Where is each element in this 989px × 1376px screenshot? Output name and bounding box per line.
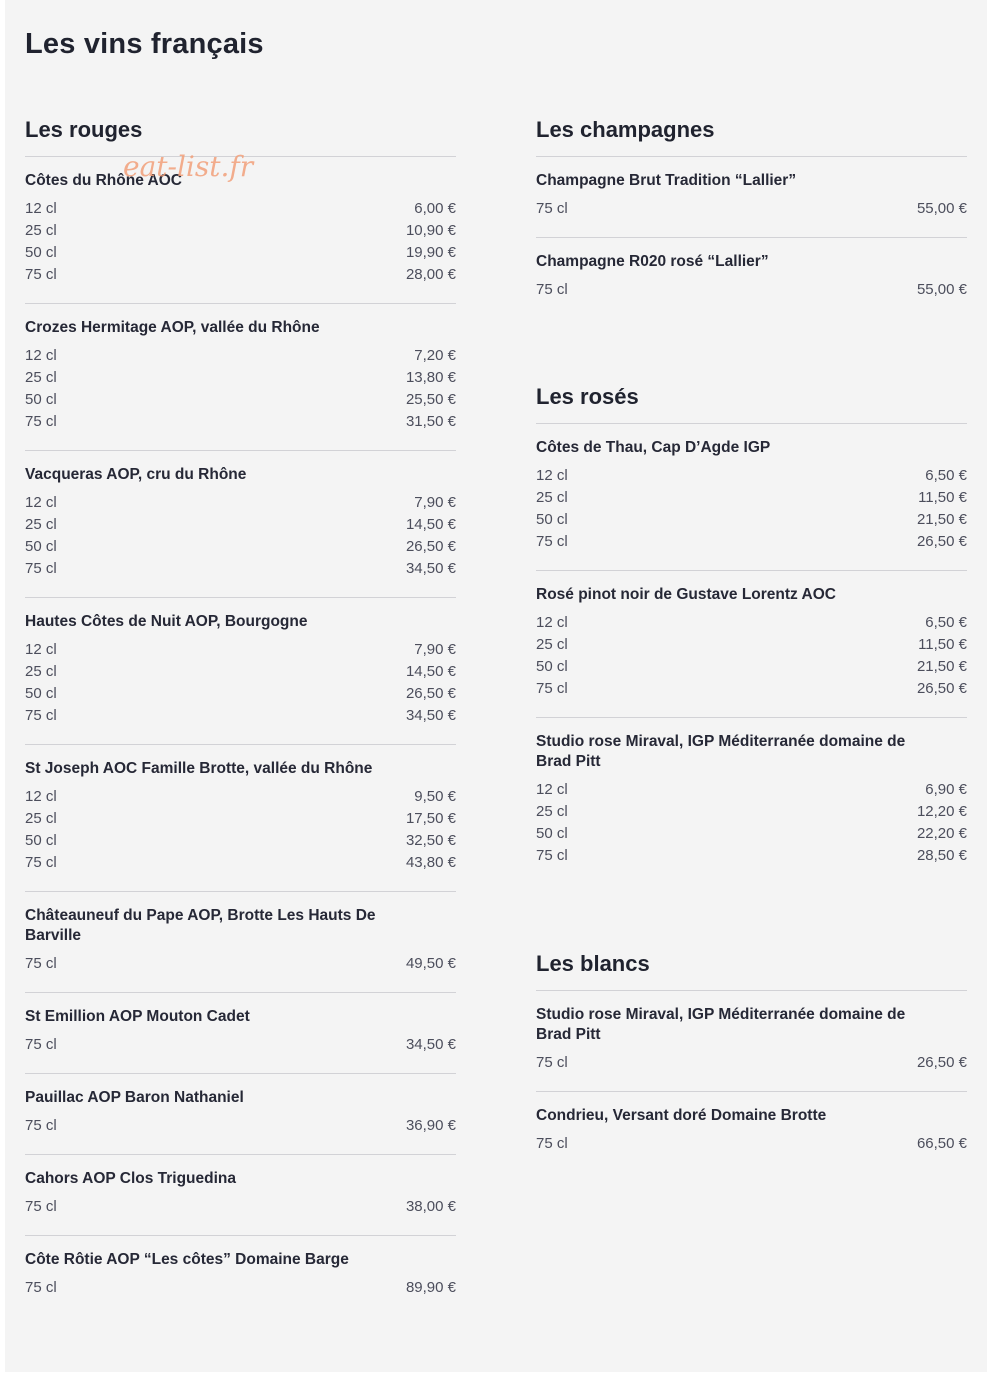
serving-size: 25 cl: [25, 516, 57, 533]
price-row: [25, 683, 456, 705]
serving-size: 25 cl: [25, 369, 57, 386]
price-list: [536, 198, 967, 220]
serving-size: 50 cl: [536, 658, 568, 675]
wine-item: [536, 1005, 967, 1092]
serving-size: 50 cl: [536, 825, 568, 842]
price-list: [25, 492, 456, 580]
wine-name: Champagne R020 rosé “Lallier”: [536, 253, 769, 270]
price: 26,50 €: [916, 1054, 967, 1071]
price: 13,80 €: [405, 369, 456, 386]
price-row: [536, 531, 967, 553]
item-divider: [536, 237, 967, 238]
item-divider: [25, 891, 456, 892]
serving-size: 75 cl: [25, 560, 57, 577]
serving-size: 75 cl: [25, 955, 57, 972]
price: 19,90 €: [405, 244, 456, 261]
item-divider: [536, 717, 967, 718]
price-row: [25, 1196, 456, 1218]
serving-size: 75 cl: [536, 1054, 568, 1071]
price: 12,20 €: [916, 803, 967, 820]
wine-name: Châteauneuf du Pape AOP, Brotte Les Hauts De Barville: [25, 907, 376, 944]
section-divider: [536, 423, 967, 424]
price: 89,90 €: [405, 1279, 456, 1296]
section-title: Les champagnes: [536, 117, 715, 142]
wine-name: Condrieu, Versant doré Domaine Brotte: [536, 1107, 827, 1124]
price: 21,50 €: [916, 658, 967, 675]
price: 34,50 €: [405, 707, 456, 724]
wine-item: [536, 732, 967, 867]
wine-name: Crozes Hermitage AOP, vallée du Rhône: [25, 319, 320, 336]
price-row: [25, 558, 456, 580]
wine-name: Cahors AOP Clos Triguedina: [25, 1170, 237, 1187]
price: 26,50 €: [405, 538, 456, 555]
price-row: [25, 389, 456, 411]
price-list: [25, 345, 456, 433]
price-row: [536, 634, 967, 656]
price: 43,80 €: [405, 854, 456, 871]
price-list: [25, 1034, 456, 1056]
serving-size: 12 cl: [25, 494, 57, 511]
serving-size: 12 cl: [536, 467, 568, 484]
price-row: [25, 852, 456, 874]
serving-size: 12 cl: [536, 781, 568, 798]
price: 28,00 €: [405, 266, 456, 283]
price-row: [536, 656, 967, 678]
price: 6,50 €: [925, 467, 967, 484]
serving-size: 50 cl: [25, 391, 57, 408]
price: 36,90 €: [405, 1117, 456, 1134]
price: 22,20 €: [916, 825, 967, 842]
section-divider: [536, 156, 967, 157]
price-row: [25, 639, 456, 661]
wine-name: Côte Rôtie AOP “Les côtes” Domaine Barge: [25, 1251, 349, 1268]
price: 55,00 €: [916, 200, 967, 217]
serving-size: 25 cl: [536, 489, 568, 506]
serving-size: 75 cl: [25, 707, 57, 724]
wine-item: [25, 612, 456, 745]
wine-item: [536, 171, 967, 238]
item-divider: [25, 1154, 456, 1155]
item-divider: [25, 303, 456, 304]
section-rouges: [25, 116, 456, 1299]
price-row: [25, 264, 456, 286]
price: 26,50 €: [916, 533, 967, 550]
price: 6,50 €: [925, 614, 967, 631]
price: 38,00 €: [405, 1198, 456, 1215]
serving-size: 75 cl: [25, 1036, 57, 1053]
item-divider: [536, 570, 967, 571]
price: 14,50 €: [405, 663, 456, 680]
serving-size: 75 cl: [25, 1279, 57, 1296]
price-row: [25, 1115, 456, 1137]
price-row: [25, 242, 456, 264]
price: 49,50 €: [405, 955, 456, 972]
price-row: [536, 487, 967, 509]
wine-item: [25, 1088, 456, 1155]
price-row: [536, 279, 967, 301]
price: 10,90 €: [405, 222, 456, 239]
serving-size: 25 cl: [25, 663, 57, 680]
price: 26,50 €: [405, 685, 456, 702]
serving-size: 75 cl: [536, 847, 568, 864]
wine-name: Studio rose Miraval, IGP Méditerranée domaine de Brad Pitt: [536, 733, 906, 770]
price: 14,50 €: [405, 516, 456, 533]
price: 34,50 €: [405, 560, 456, 577]
serving-size: 50 cl: [536, 511, 568, 528]
price-row: [25, 536, 456, 558]
price-row: [25, 661, 456, 683]
watermark: eat-list.fr: [123, 150, 254, 183]
price: 25,50 €: [405, 391, 456, 408]
wine-item: [25, 1007, 456, 1074]
wine-name: Côtes de Thau, Cap D’Agde IGP: [536, 439, 771, 456]
serving-size: 75 cl: [536, 281, 568, 298]
page-title: Les vins français: [25, 28, 264, 60]
section-divider: [25, 156, 456, 157]
price-list: [25, 953, 456, 975]
menu-page: [5, 0, 987, 1372]
price-row: [25, 220, 456, 242]
wine-name: Hautes Côtes de Nuit AOP, Bourgogne: [25, 613, 308, 630]
price-row: [536, 465, 967, 487]
wine-item: [536, 252, 967, 301]
section-title: Les rosés: [536, 384, 639, 409]
serving-size: 25 cl: [25, 810, 57, 827]
price-row: [536, 1052, 967, 1074]
price-row: [25, 1277, 456, 1299]
price-row: [25, 492, 456, 514]
serving-size: 12 cl: [25, 788, 57, 805]
wine-item: [536, 585, 967, 718]
serving-size: 50 cl: [25, 538, 57, 555]
price-row: [536, 509, 967, 531]
wine-item: [25, 171, 456, 304]
price-row: [25, 953, 456, 975]
price-row: [536, 801, 967, 823]
wine-name: Vacqueras AOP, cru du Rhône: [25, 466, 247, 483]
wine-name: St Emillion AOP Mouton Cadet: [25, 1008, 250, 1025]
serving-size: 25 cl: [536, 636, 568, 653]
wine-name: Champagne Brut Tradition “Lallier”: [536, 172, 797, 189]
price-list: [536, 1052, 967, 1074]
price-row: [536, 1133, 967, 1155]
item-divider: [25, 992, 456, 993]
price-list: [536, 1133, 967, 1155]
wine-name: Pauillac AOP Baron Nathaniel: [25, 1089, 244, 1106]
price-row: [25, 198, 456, 220]
item-divider: [536, 1091, 967, 1092]
price: 11,50 €: [918, 636, 967, 653]
wine-name: Côtes du Rhône AOC: [25, 172, 183, 189]
item-divider: [25, 744, 456, 745]
price: 11,50 €: [918, 489, 967, 506]
price: 32,50 €: [405, 832, 456, 849]
price: 66,50 €: [916, 1135, 967, 1152]
serving-size: 75 cl: [25, 1198, 57, 1215]
price: 34,50 €: [405, 1036, 456, 1053]
price-row: [25, 808, 456, 830]
price-list: [25, 1115, 456, 1137]
wine-item: [25, 1250, 456, 1299]
section-champagnes: [536, 116, 967, 301]
serving-size: 75 cl: [25, 854, 57, 871]
price-row: [536, 845, 967, 867]
wine-name: St Joseph AOC Famille Brotte, vallée du Rhône: [25, 760, 373, 777]
price: 31,50 €: [405, 413, 456, 430]
serving-size: 75 cl: [536, 680, 568, 697]
price: 7,90 €: [414, 494, 456, 511]
price-row: [25, 705, 456, 727]
serving-size: 12 cl: [536, 614, 568, 631]
section-title: Les blancs: [536, 951, 650, 976]
serving-size: 12 cl: [25, 641, 57, 658]
price-row: [536, 779, 967, 801]
wine-name: Rosé pinot noir de Gustave Lorentz AOC: [536, 586, 836, 603]
serving-size: 25 cl: [25, 222, 57, 239]
serving-size: 75 cl: [25, 413, 57, 430]
wine-item: [25, 1169, 456, 1236]
price-list: [536, 779, 967, 867]
price-list: [25, 1196, 456, 1218]
price: 21,50 €: [916, 511, 967, 528]
item-divider: [25, 1235, 456, 1236]
serving-size: 75 cl: [25, 1117, 57, 1134]
price: 7,20 €: [414, 347, 456, 364]
price-row: [25, 1034, 456, 1056]
wine-name: Studio rose Miraval, IGP Méditerranée domaine de Brad Pitt: [536, 1006, 906, 1043]
wine-item: [25, 465, 456, 598]
price: 6,00 €: [414, 200, 456, 217]
price-row: [25, 367, 456, 389]
serving-size: 75 cl: [536, 533, 568, 550]
section-roses: [536, 383, 967, 867]
price: 17,50 €: [405, 810, 456, 827]
serving-size: 50 cl: [25, 244, 57, 261]
serving-size: 12 cl: [25, 347, 57, 364]
price: 9,50 €: [414, 788, 456, 805]
price-row: [25, 514, 456, 536]
price-row: [536, 198, 967, 220]
price-list: [25, 639, 456, 727]
price-row: [536, 678, 967, 700]
wine-item: [25, 318, 456, 451]
price-row: [536, 612, 967, 634]
price-list: [536, 612, 967, 700]
serving-size: 75 cl: [536, 1135, 568, 1152]
section-blancs: [536, 950, 967, 1155]
serving-size: 50 cl: [25, 685, 57, 702]
price-row: [25, 345, 456, 367]
price-list: [25, 786, 456, 874]
price-row: [25, 411, 456, 433]
wine-item: [25, 759, 456, 892]
price-list: [25, 198, 456, 286]
price: 26,50 €: [916, 680, 967, 697]
item-divider: [25, 597, 456, 598]
price-list: [536, 465, 967, 553]
price: 28,50 €: [916, 847, 967, 864]
serving-size: 75 cl: [25, 266, 57, 283]
serving-size: 25 cl: [536, 803, 568, 820]
price: 6,90 €: [925, 781, 967, 798]
wine-item: [536, 438, 967, 571]
price-row: [25, 786, 456, 808]
serving-size: 12 cl: [25, 200, 57, 217]
section-divider: [536, 990, 967, 991]
price: 55,00 €: [916, 281, 967, 298]
serving-size: 75 cl: [536, 200, 568, 217]
price-row: [536, 823, 967, 845]
section-title: Les rouges: [25, 117, 143, 142]
wine-item: [25, 906, 456, 993]
price-list: [536, 279, 967, 301]
price-row: [25, 830, 456, 852]
serving-size: 50 cl: [25, 832, 57, 849]
item-divider: [25, 450, 456, 451]
price-list: [25, 1277, 456, 1299]
wine-item: [536, 1106, 967, 1155]
item-divider: [25, 1073, 456, 1074]
price: 7,90 €: [414, 641, 456, 658]
